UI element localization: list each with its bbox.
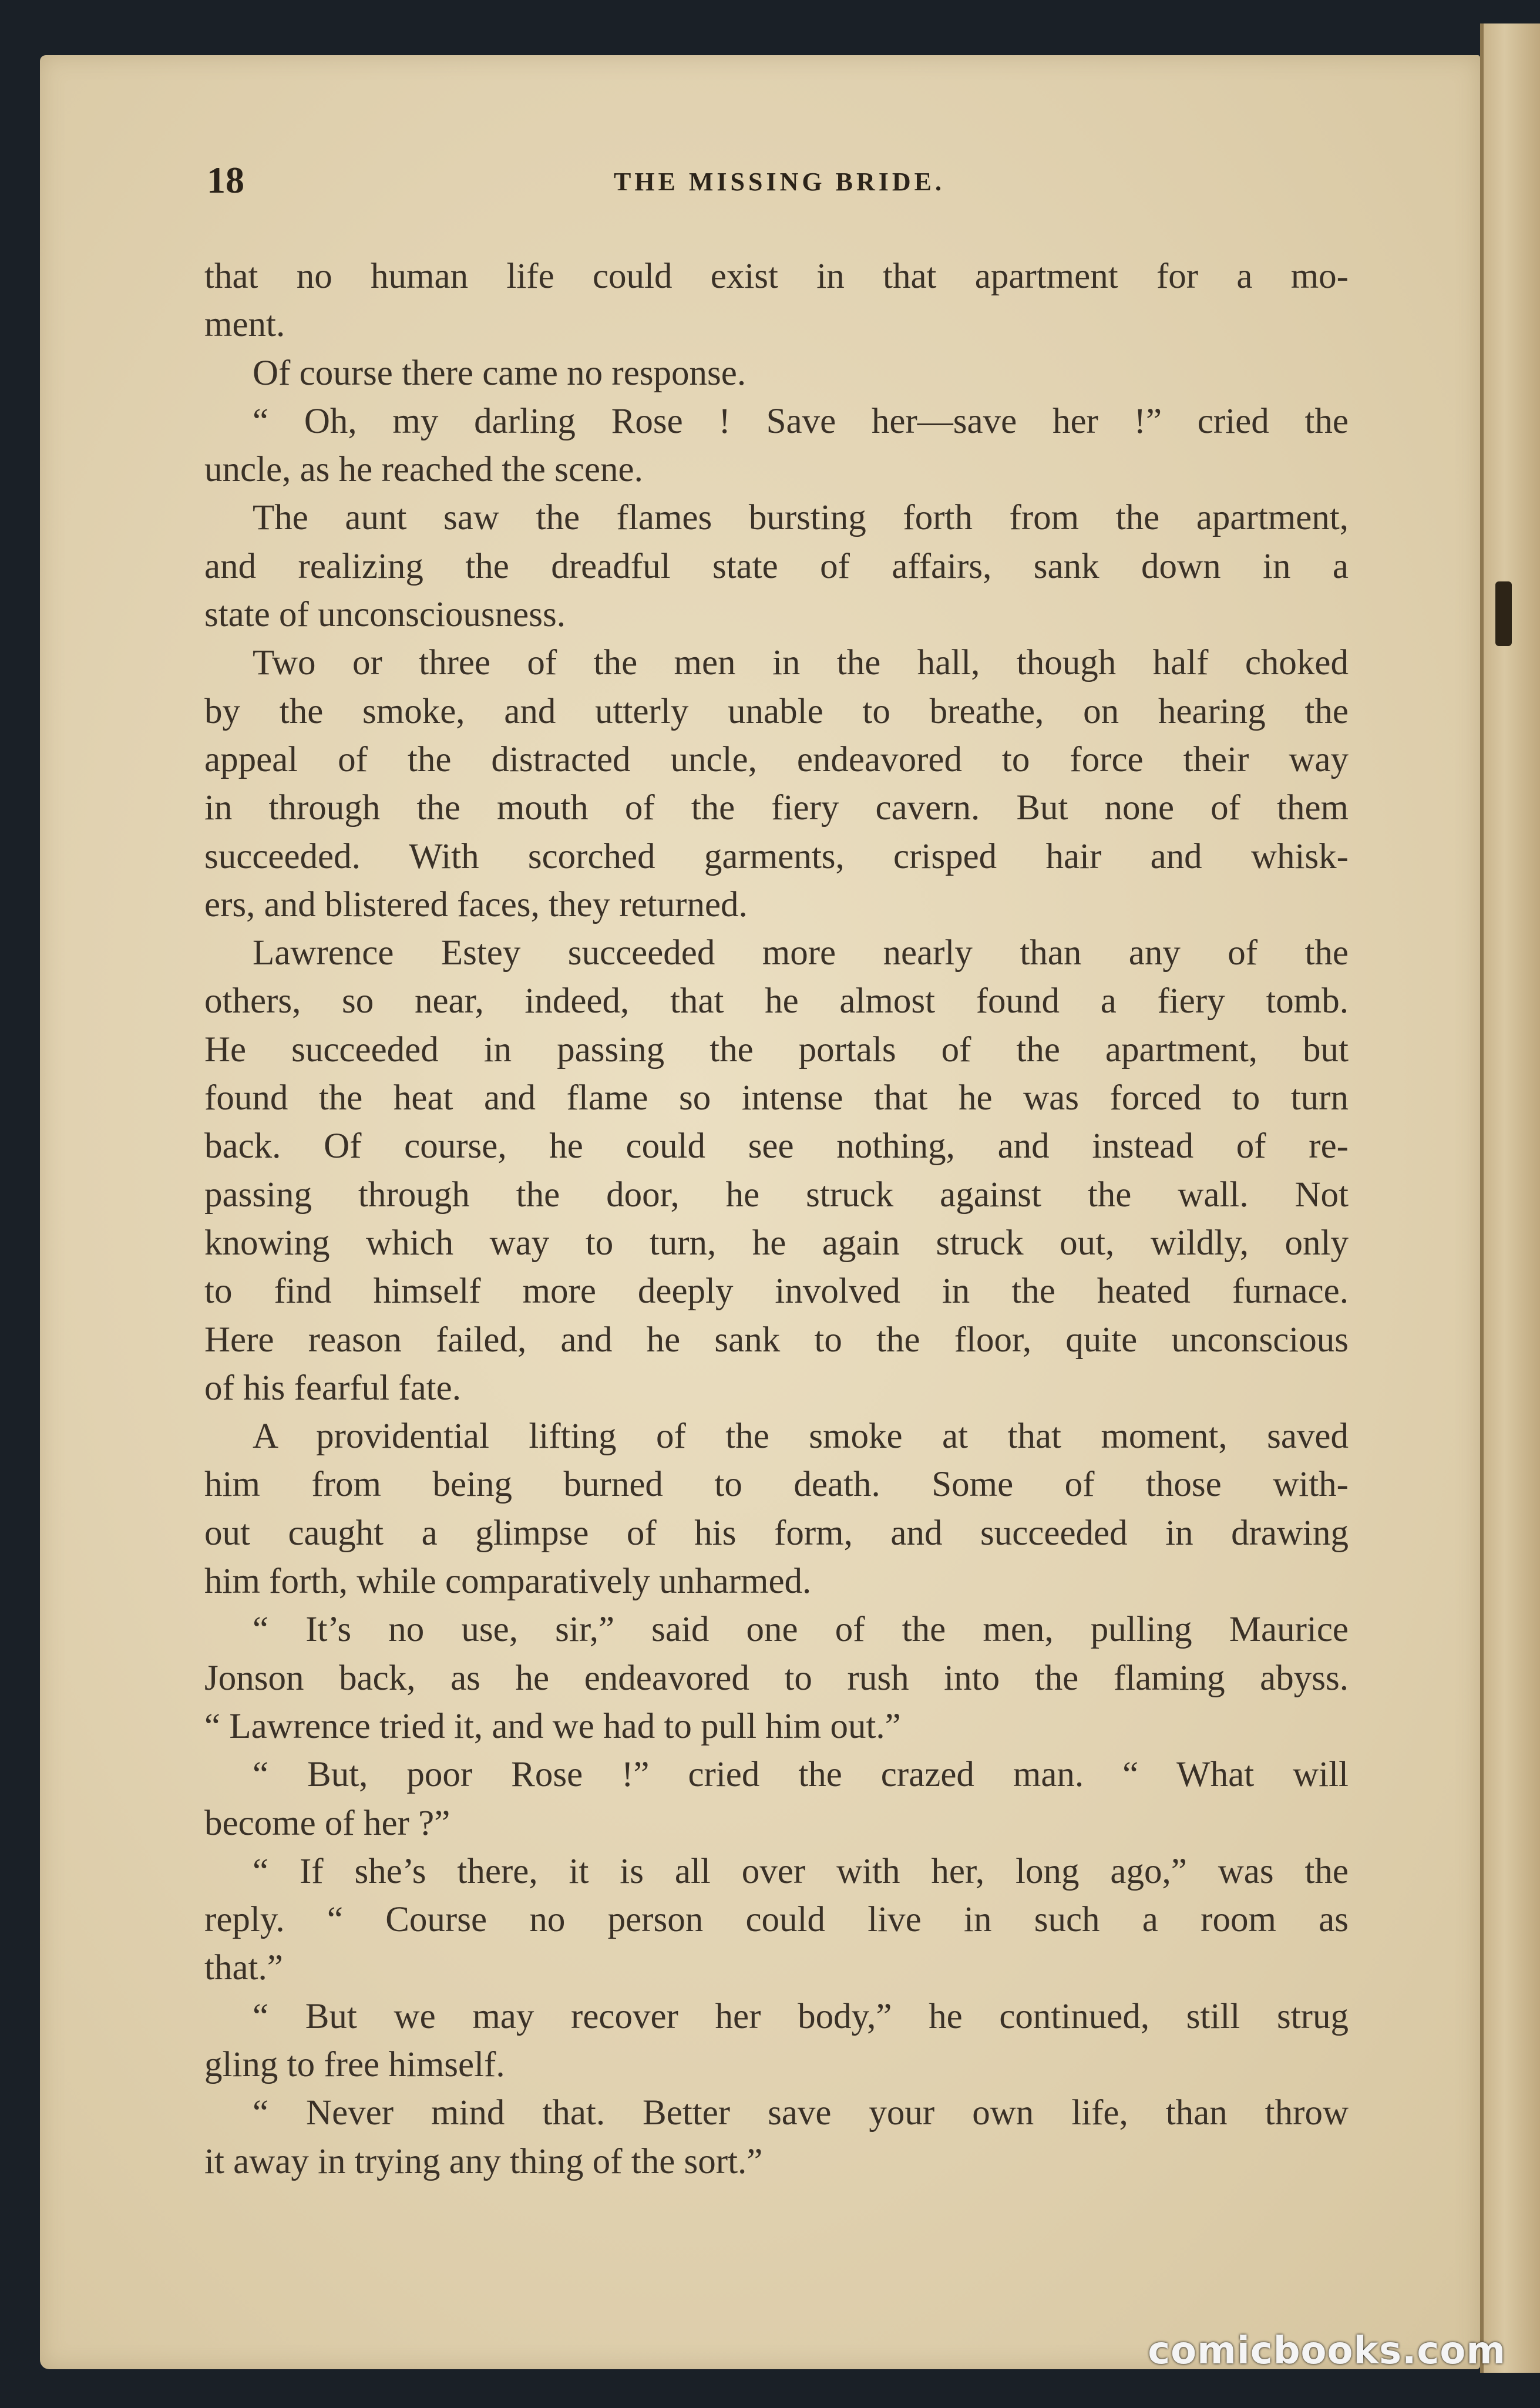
page-header xyxy=(207,159,1352,206)
text-line: and realizing the dreadful state of affairs, sank down in a xyxy=(204,546,1349,586)
text-line: become of her ?” xyxy=(204,1803,450,1843)
text-line: The aunt saw the flames bursting forth from the apartment, xyxy=(253,498,1349,538)
watermark: comicbooks.com xyxy=(1148,2329,1506,2373)
text-line: knowing which way to turn, he again struck out, wildly, only xyxy=(204,1223,1349,1263)
text-line: it away in trying any thing of the sort.” xyxy=(204,2141,763,2181)
text-line: “ Lawrence tried it, and we had to pull him out.” xyxy=(204,1706,901,1746)
body-text xyxy=(204,253,1349,2186)
text-line: that no human life could exist in that apartment for a mo- xyxy=(204,257,1349,296)
text-line: “ It’s no use, sir,” said one of the men, pulling Maurice xyxy=(253,1610,1349,1650)
text-line: appeal of the distracted uncle, endeavored to force their way xyxy=(204,739,1349,779)
spine-damage-mark xyxy=(1495,581,1512,646)
text-line: Here reason failed, and he sank to the floor, quite unconscious xyxy=(204,1320,1349,1360)
text-line: gling to free himself. xyxy=(204,2044,505,2084)
text-line: Two or three of the men in the hall, though half choked xyxy=(253,643,1349,683)
text-line: Of course there came no response. xyxy=(253,353,747,393)
text-line: back. Of course, he could see nothing, and instead of re- xyxy=(204,1126,1349,1166)
text-line: succeeded. With scorched garments, crisped hair and whisk- xyxy=(204,836,1349,876)
text-line: found the heat and flame so intense that he was forced to turn xyxy=(204,1078,1349,1118)
text-line: others, so near, indeed, that he almost found a fiery tomb. xyxy=(204,981,1349,1021)
text-line: Lawrence Estey succeeded more nearly than any of the xyxy=(253,933,1349,973)
text-line: “ If she’s there, it is all over with her, long ago,” was the xyxy=(253,1851,1349,1891)
text-line: passing through the door, he struck against the wall. Not xyxy=(204,1175,1349,1215)
text-line: “ But we may recover her body,” he continued, still strug xyxy=(253,1996,1349,2036)
text-line: out caught a glimpse of his form, and succeeded in drawing xyxy=(204,1513,1349,1553)
text-line: “ But, poor Rose !” cried the crazed man. “ What will xyxy=(253,1755,1349,1795)
text-line: to find himself more deeply involved in the heated furnace. xyxy=(204,1272,1349,1311)
text-line: A providential lifting of the smoke at that moment, saved xyxy=(253,1417,1349,1457)
text-line: of his fearful fate. xyxy=(204,1368,461,1408)
text-line: him from being burned to death. Some of those with- xyxy=(204,1465,1349,1505)
book-spine-edge xyxy=(1480,23,1540,2373)
running-title: THE MISSING BRIDE. xyxy=(613,167,945,196)
text-line: in through the mouth of the fiery cavern. But none of them xyxy=(204,788,1349,828)
page-number: 18 xyxy=(207,159,244,201)
text-line: that.” xyxy=(204,1948,283,1988)
text-line: “ Never mind that. Better save your own life, than throw xyxy=(253,2093,1349,2133)
text-line: ers, and blistered faces, they returned. xyxy=(204,884,748,924)
text-line: him forth, while comparatively unharmed. xyxy=(204,1562,812,1602)
text-line: ment. xyxy=(204,305,285,345)
text-line: “ Oh, my darling Rose ! Save her—save her !” cried the xyxy=(253,401,1349,441)
text-line: uncle, as he reached the scene. xyxy=(204,450,643,490)
text-line: reply. “ Course no person could live in such a room as xyxy=(204,1900,1349,1940)
text-line: by the smoke, and utterly unable to breathe, on hearing the xyxy=(204,691,1349,731)
text-line: He succeeded in passing the portals of the apartment, but xyxy=(204,1030,1349,1070)
text-line: Jonson back, as he endeavored to rush into the flaming abyss. xyxy=(204,1658,1349,1698)
text-line: state of unconsciousness. xyxy=(204,595,566,635)
